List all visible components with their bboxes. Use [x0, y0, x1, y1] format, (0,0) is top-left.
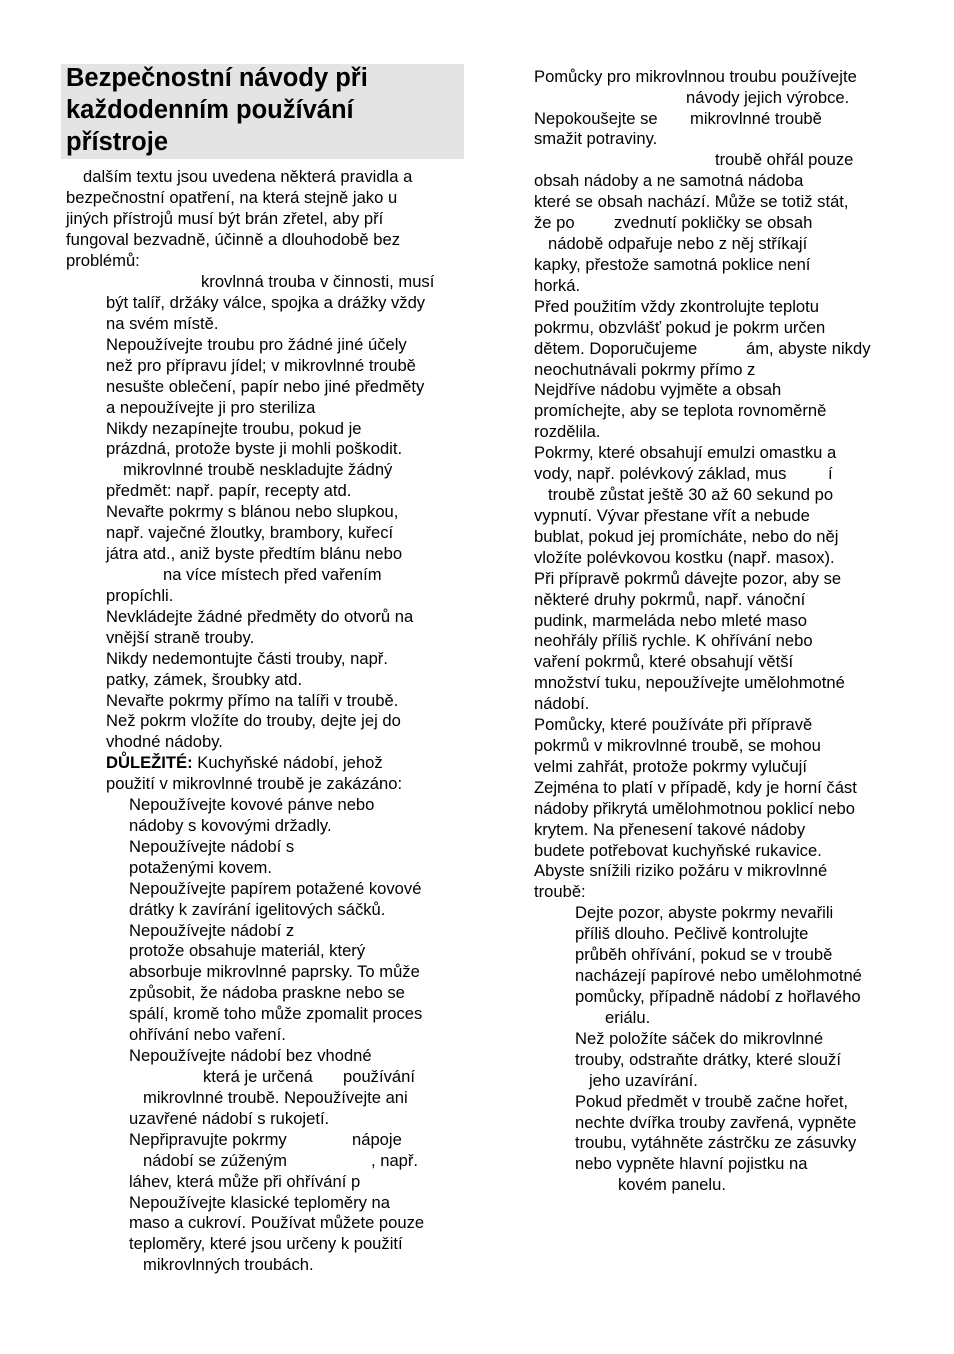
text-line: Nepoužívejte papírem potažené kovové: [129, 879, 422, 898]
text-line: nádoby s kovovými držadly.: [129, 816, 332, 835]
text-line: Nevařte pokrmy přímo na talíři v troubě.: [106, 691, 399, 710]
text-line: na svém místě.: [106, 314, 219, 333]
text-line: množství tuku, nepoužívejte umělohmotné: [534, 673, 845, 692]
text-line: pokrmů v mikrovlnné troubě, se mohou: [534, 736, 821, 755]
text-line: Nepoužívejte troubu pro žádné jiné účely: [106, 335, 407, 354]
heading-line-2: každodenním používání: [66, 96, 354, 124]
text-line: patky, zámek, šroubky atd.: [106, 670, 303, 689]
text-line: vody, např. polévkový základ, mus: [534, 464, 787, 483]
text-line: neochutnávali pokrmy přímo z: [534, 360, 756, 379]
text-line: nádoby přikrytá umělohmotnou poklicí nebo: [534, 799, 856, 818]
text-line: vaření pokrmů, které obsahují větší: [534, 652, 794, 671]
text-line: vložíte polévkovou kostku (např. masox).: [534, 548, 835, 567]
text-line: způsobit, že nádoba praskne nebo se: [129, 983, 405, 1002]
text-line: než pro přípravu jídel; v mikrovlnné troubě: [106, 356, 416, 375]
text-line: trouby, odstraňte drátky, které slouží: [575, 1050, 841, 1069]
text-line: používání: [343, 1067, 415, 1086]
text-line: nebo vypněte hlavní pojistku na: [575, 1154, 808, 1173]
text-line: ám, abyste nikdy: [746, 339, 871, 358]
text-line: bublat, pokud jej promícháte, nebo do něj: [534, 527, 839, 546]
text-line: krovlnná trouba v činnosti, musí: [201, 272, 435, 291]
text-line: Nepoužívejte nádobí s: [129, 837, 295, 856]
text-line: neohřály příliš rychle. K ohřívání nebo: [534, 631, 813, 650]
text-line: nádobě odpařuje nebo z něj stříkají: [548, 234, 808, 253]
text-line: ohřívání nebo vaření.: [129, 1025, 286, 1044]
text-line: vypnutí. Vývar přestane vřít a nebude: [534, 506, 810, 525]
text-line: Nevkládejte žádné předměty do otvorů na: [106, 607, 414, 626]
text-line: být talíř, držáky válce, spojka a drážky vždy: [106, 293, 426, 312]
text-line: Nevařte pokrmy s blánou nebo slupkou,: [106, 502, 399, 521]
text-line: Pokud předmět v troubě začne hořet,: [575, 1092, 849, 1111]
text-line: nacházejí papírové nebo umělohmotné: [575, 966, 862, 985]
text-line: bezpečnostní opatření, na která stejně jako u: [66, 188, 398, 207]
text-line: Nikdy nezapínejte troubu, pokud je: [106, 419, 362, 438]
text-line: zvednutí pokličky se obsah: [614, 213, 813, 232]
text-line: Kuchyňské nádobí, jehož: [197, 753, 383, 772]
text-line: mikrovlnné troubě neskladujte žádný: [123, 460, 393, 479]
text-line: Nepokoušejte se: [534, 109, 658, 128]
text-line: prázdná, protože byste ji mohli poškodit.: [106, 439, 403, 458]
text-line: Nepoužívejte klasické teploměry na: [129, 1193, 391, 1212]
text-line: kapky, přestože samotná poklice není: [534, 255, 811, 274]
text-line: Zejména to platí v případě, kdy je horní část: [534, 778, 857, 797]
heading-line-1: Bezpečnostní návody při: [66, 64, 368, 92]
text-line: která je určená: [203, 1067, 313, 1086]
text-line: Dejte pozor, abyste pokrmy nevařili: [575, 903, 834, 922]
text-line: láhev, která může při ohřívání p: [129, 1172, 361, 1191]
text-line: maso a cukroví. Používat můžete pouze: [129, 1213, 425, 1232]
text-line: předmět: např. papír, recepty atd.: [106, 481, 352, 500]
text-line: játra atd., aniž byste předtím blánu nebo: [106, 544, 403, 563]
text-line: Než pokrm vložíte do trouby, dejte jej do: [106, 711, 401, 730]
text-line: Nepoužívejte nádobí bez vhodné: [129, 1046, 372, 1065]
text-line: mikrovlnné troubě: [690, 109, 822, 128]
text-line: velmi zahřát, protože pokrmy vylučují: [534, 757, 807, 776]
text-line: problémů:: [66, 251, 140, 270]
important-label: DŮLEŽITÉ:: [106, 753, 193, 772]
text-line: nádobí.: [534, 694, 590, 713]
text-line: které se obsah nachází. Může se totiž stát,: [534, 192, 849, 211]
text-line: jeho uzavírání.: [589, 1071, 698, 1090]
text-line: Nepoužívejte kovové pánve nebo: [129, 795, 375, 814]
text-line: že po: [534, 213, 575, 232]
text-line: drátky k zavírání igelitových sáčků.: [129, 900, 386, 919]
text-line: použití v mikrovlnné troubě je zakázáno:: [106, 774, 403, 793]
text-line: Nikdy nedemontujte části trouby, např.: [106, 649, 388, 668]
text-line: Při přípravě pokrmů dávejte pozor, aby se: [534, 569, 842, 588]
text-line: troubě ohřál pouze: [715, 150, 854, 169]
text-line: Pokrmy, které obsahují emulzi omastku a: [534, 443, 837, 462]
text-line: fungoval bezvadně, účinně a dlouhodobě bez: [66, 230, 400, 249]
text-line: nádobí se zúženým: [143, 1151, 287, 1170]
text-line: Než položíte sáček do mikrovlnné: [575, 1029, 824, 1048]
text-line: Před použitím vždy zkontrolujte teplotu: [534, 297, 820, 316]
text-line: teploměry, které jsou určeny k použití: [129, 1234, 403, 1253]
text-line: rozdělila.: [534, 422, 601, 441]
text-line: pudink, marmeláda nebo mleté maso: [534, 611, 808, 630]
text-line: kovém panelu.: [618, 1175, 726, 1194]
text-line: Pomůcky, které používáte při přípravě: [534, 715, 813, 734]
text-line: Nepřipravujte pokrmy: [129, 1130, 287, 1149]
text-line: promíchejte, aby se teplota rovnoměrně: [534, 401, 827, 420]
text-line: jiných přístrojů musí být brán zřetel, aby pří: [66, 209, 384, 228]
text-line: troubu, vytáhněte zástrčku ze zásuvky: [575, 1133, 857, 1152]
text-line: absorbuje mikrovlnné paprsky. To může: [129, 962, 420, 981]
text-line: některé druhy pokrmů, např. vánoční: [534, 590, 806, 609]
text-line: mikrovlnné troubě. Nepoužívejte ani: [143, 1088, 408, 1107]
text-line: Abyste snížili riziko požáru v mikrovlnné: [534, 861, 828, 880]
text-line: Nejdříve nádobu vyjměte a obsah: [534, 380, 782, 399]
text-line: nápoje: [352, 1130, 402, 1149]
important-line: [106, 752, 383, 773]
text-line: příliš dlouho. Pečlivě kontrolujte: [575, 924, 809, 943]
text-line: smažit potraviny.: [534, 129, 658, 148]
text-line: protože obsahuje materiál, který: [129, 941, 366, 960]
text-line: Pomůcky pro mikrovlnnou troubu používejte: [534, 67, 857, 86]
text-line: eriálu.: [605, 1008, 651, 1027]
text-line: dětem. Doporučujeme: [534, 339, 698, 358]
text-line: vnější straně trouby.: [106, 628, 255, 647]
text-line: , např.: [371, 1151, 419, 1170]
text-line: a nepoužívejte ji pro steriliza: [106, 398, 316, 417]
text-line: horká.: [534, 276, 581, 295]
text-line: krytem. Na přenesení takové nádoby: [534, 820, 806, 839]
text-line: pomůcky, případně nádobí z hořlavého: [575, 987, 861, 1006]
text-line: spálí, kromě toho může zpomalit proces: [129, 1004, 423, 1023]
text-line: í: [828, 464, 833, 483]
text-line: Nepoužívejte nádobí z: [129, 921, 295, 940]
text-line: dalším textu jsou uvedena některá pravidla a: [83, 167, 413, 186]
text-line: mikrovlnných troubách.: [143, 1255, 314, 1274]
text-line: nechte dvířka trouby zavřená, vypněte: [575, 1113, 857, 1132]
text-line: propíchli.: [106, 586, 174, 605]
heading-line-3: přístroje: [66, 128, 169, 156]
text-line: obsah nádoby a ne samotná nádoba: [534, 171, 804, 190]
text-line: budete potřebovat kuchyňské rukavice.: [534, 841, 822, 860]
text-line: troubě:: [534, 882, 586, 901]
text-line: vhodné nádoby.: [106, 732, 223, 751]
text-line: nesušte oblečení, papír nebo jiné předměty: [106, 377, 425, 396]
text-line: potaženými kovem.: [129, 858, 272, 877]
text-line: např. vaječné žloutky, brambory, kuřecí: [106, 523, 394, 542]
text-line: průběh ohřívání, pokud se v troubě: [575, 945, 833, 964]
text-line: na více místech před vařením: [163, 565, 382, 584]
text-line: uzavřené nádobí s rukojetí.: [129, 1109, 330, 1128]
text-line: pokrmu, obzvlášť pokud je pokrm určen: [534, 318, 826, 337]
text-line: troubě zůstat ještě 30 až 60 sekund po: [548, 485, 834, 504]
text-line: návody jejich výrobce.: [686, 88, 850, 107]
